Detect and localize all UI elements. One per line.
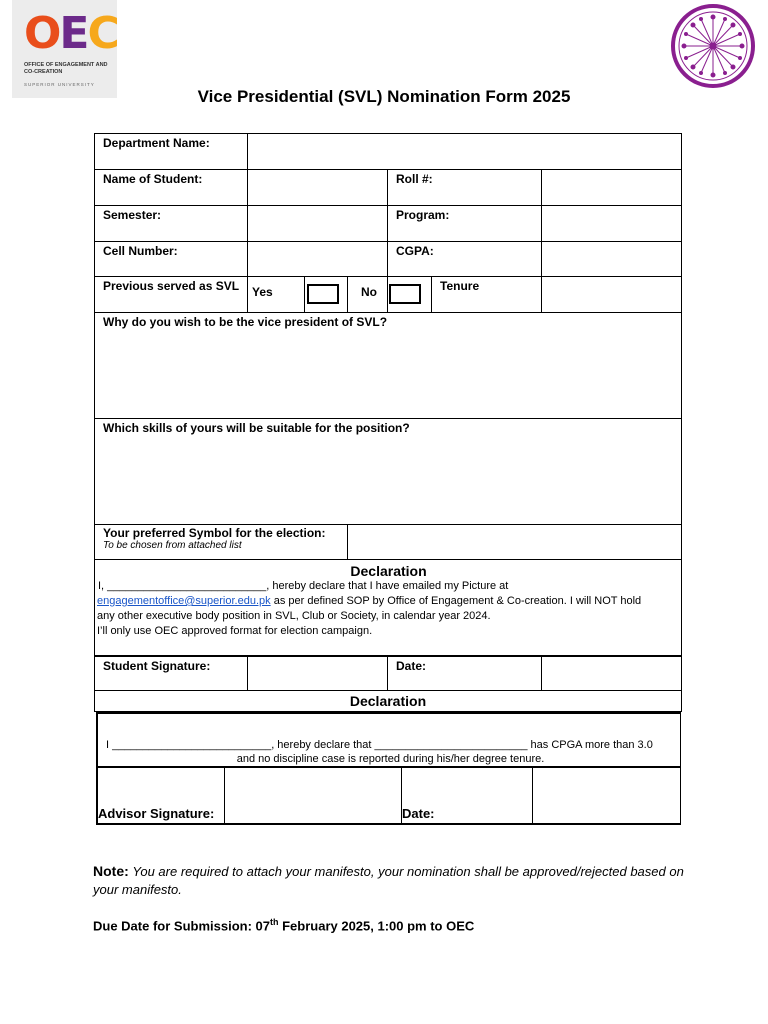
declaration-2-line2: and no discipline case is reported during his/her degree tenure. [236, 753, 545, 765]
department-label: Department Name: [95, 134, 248, 170]
roll-label: Roll #: [388, 170, 542, 206]
roll-field[interactable] [542, 170, 682, 206]
cgpa-label: CGPA: [388, 242, 542, 277]
student-date-label: Date: [388, 656, 542, 691]
no-checkbox-cell [388, 277, 432, 313]
oec-logo [12, 0, 117, 98]
declaration-1 [95, 560, 682, 656]
skills-question[interactable]: Which skills of yours will be suitable for the position? [95, 419, 682, 525]
program-label: Program: [388, 206, 542, 242]
declaration-1-title: Declaration [350, 563, 427, 579]
note-text: You are required to attach your manifesto, your nomination shall be approved/rejected based on your manifesto. [93, 864, 684, 897]
tenure-label: Tenure [432, 277, 542, 313]
advisor-signature-label-cell [96, 767, 225, 825]
logo-letters: OEC [24, 8, 118, 59]
symbol-field[interactable] [348, 525, 682, 560]
cell-field[interactable] [248, 242, 388, 277]
nomination-form [94, 133, 682, 691]
email-link[interactable]: engagementoffice@superior.edu.pk [97, 595, 271, 607]
advisor-signature-label: Advisor Signature: [98, 806, 215, 821]
declaration-2 [96, 712, 681, 767]
advisor-date-label: Date: [402, 806, 435, 821]
previous-svl-label: Previous served as SVL [95, 277, 248, 313]
student-date-field[interactable] [542, 656, 682, 691]
advisor-signature-field[interactable] [225, 767, 402, 825]
student-name-label: Name of Student: [95, 170, 248, 206]
declaration-2-header: Declaration [94, 690, 682, 712]
student-signature-field[interactable] [248, 656, 388, 691]
cell-label: Cell Number: [95, 242, 248, 277]
network-emblem-icon [670, 3, 756, 89]
symbol-hint: To be chosen from attached list [103, 540, 242, 551]
why-question[interactable]: Why do you wish to be the vice president of SVL? [95, 313, 682, 419]
logo-university: SUPERIOR UNIVERSITY [24, 82, 95, 87]
note [93, 862, 693, 899]
department-field[interactable] [248, 134, 682, 170]
yes-checkbox-cell [305, 277, 348, 313]
tenure-field[interactable] [542, 277, 682, 313]
semester-label: Semester: [95, 206, 248, 242]
symbol-label: Your preferred Symbol for the election: To be chosen from attached list [95, 525, 348, 560]
no-checkbox[interactable] [389, 284, 421, 304]
yes-checkbox[interactable] [307, 284, 339, 304]
no-label: No [348, 277, 388, 313]
logo-subtitle: OFFICE OF ENGAGEMENT AND CO-CREATION [24, 62, 108, 75]
note-label: Note: [93, 863, 129, 879]
advisor-date-label-cell [402, 767, 533, 825]
program-field[interactable] [542, 206, 682, 242]
page-title: Vice Presidential (SVL) Nomination Form 2025 [197, 87, 571, 106]
semester-field[interactable] [248, 206, 388, 242]
due-date: Due Date for Submission: 07th February 2025, 1:00 pm to OEC [93, 917, 475, 934]
student-name-field[interactable] [248, 170, 388, 206]
cgpa-field[interactable] [542, 242, 682, 277]
advisor-date-field[interactable] [533, 767, 681, 825]
student-signature-label: Student Signature: [95, 656, 248, 691]
yes-label: Yes [248, 277, 305, 313]
declaration-1-text: I, __________________________, hereby declare that I have emailed my Picture at engagementoffice@superior.edu.pk as per defined SOP by Office of Engagement & Co-creation. I will NOT hold any other executive body position in SVL, Club or Society, in calendar year 2024. I’ll only use OEC approved format for election campaign. [97, 580, 642, 637]
declaration-2-line1: I __________________________, hereby declare that _________________________ has CPGA more than 3.0 [106, 739, 653, 751]
